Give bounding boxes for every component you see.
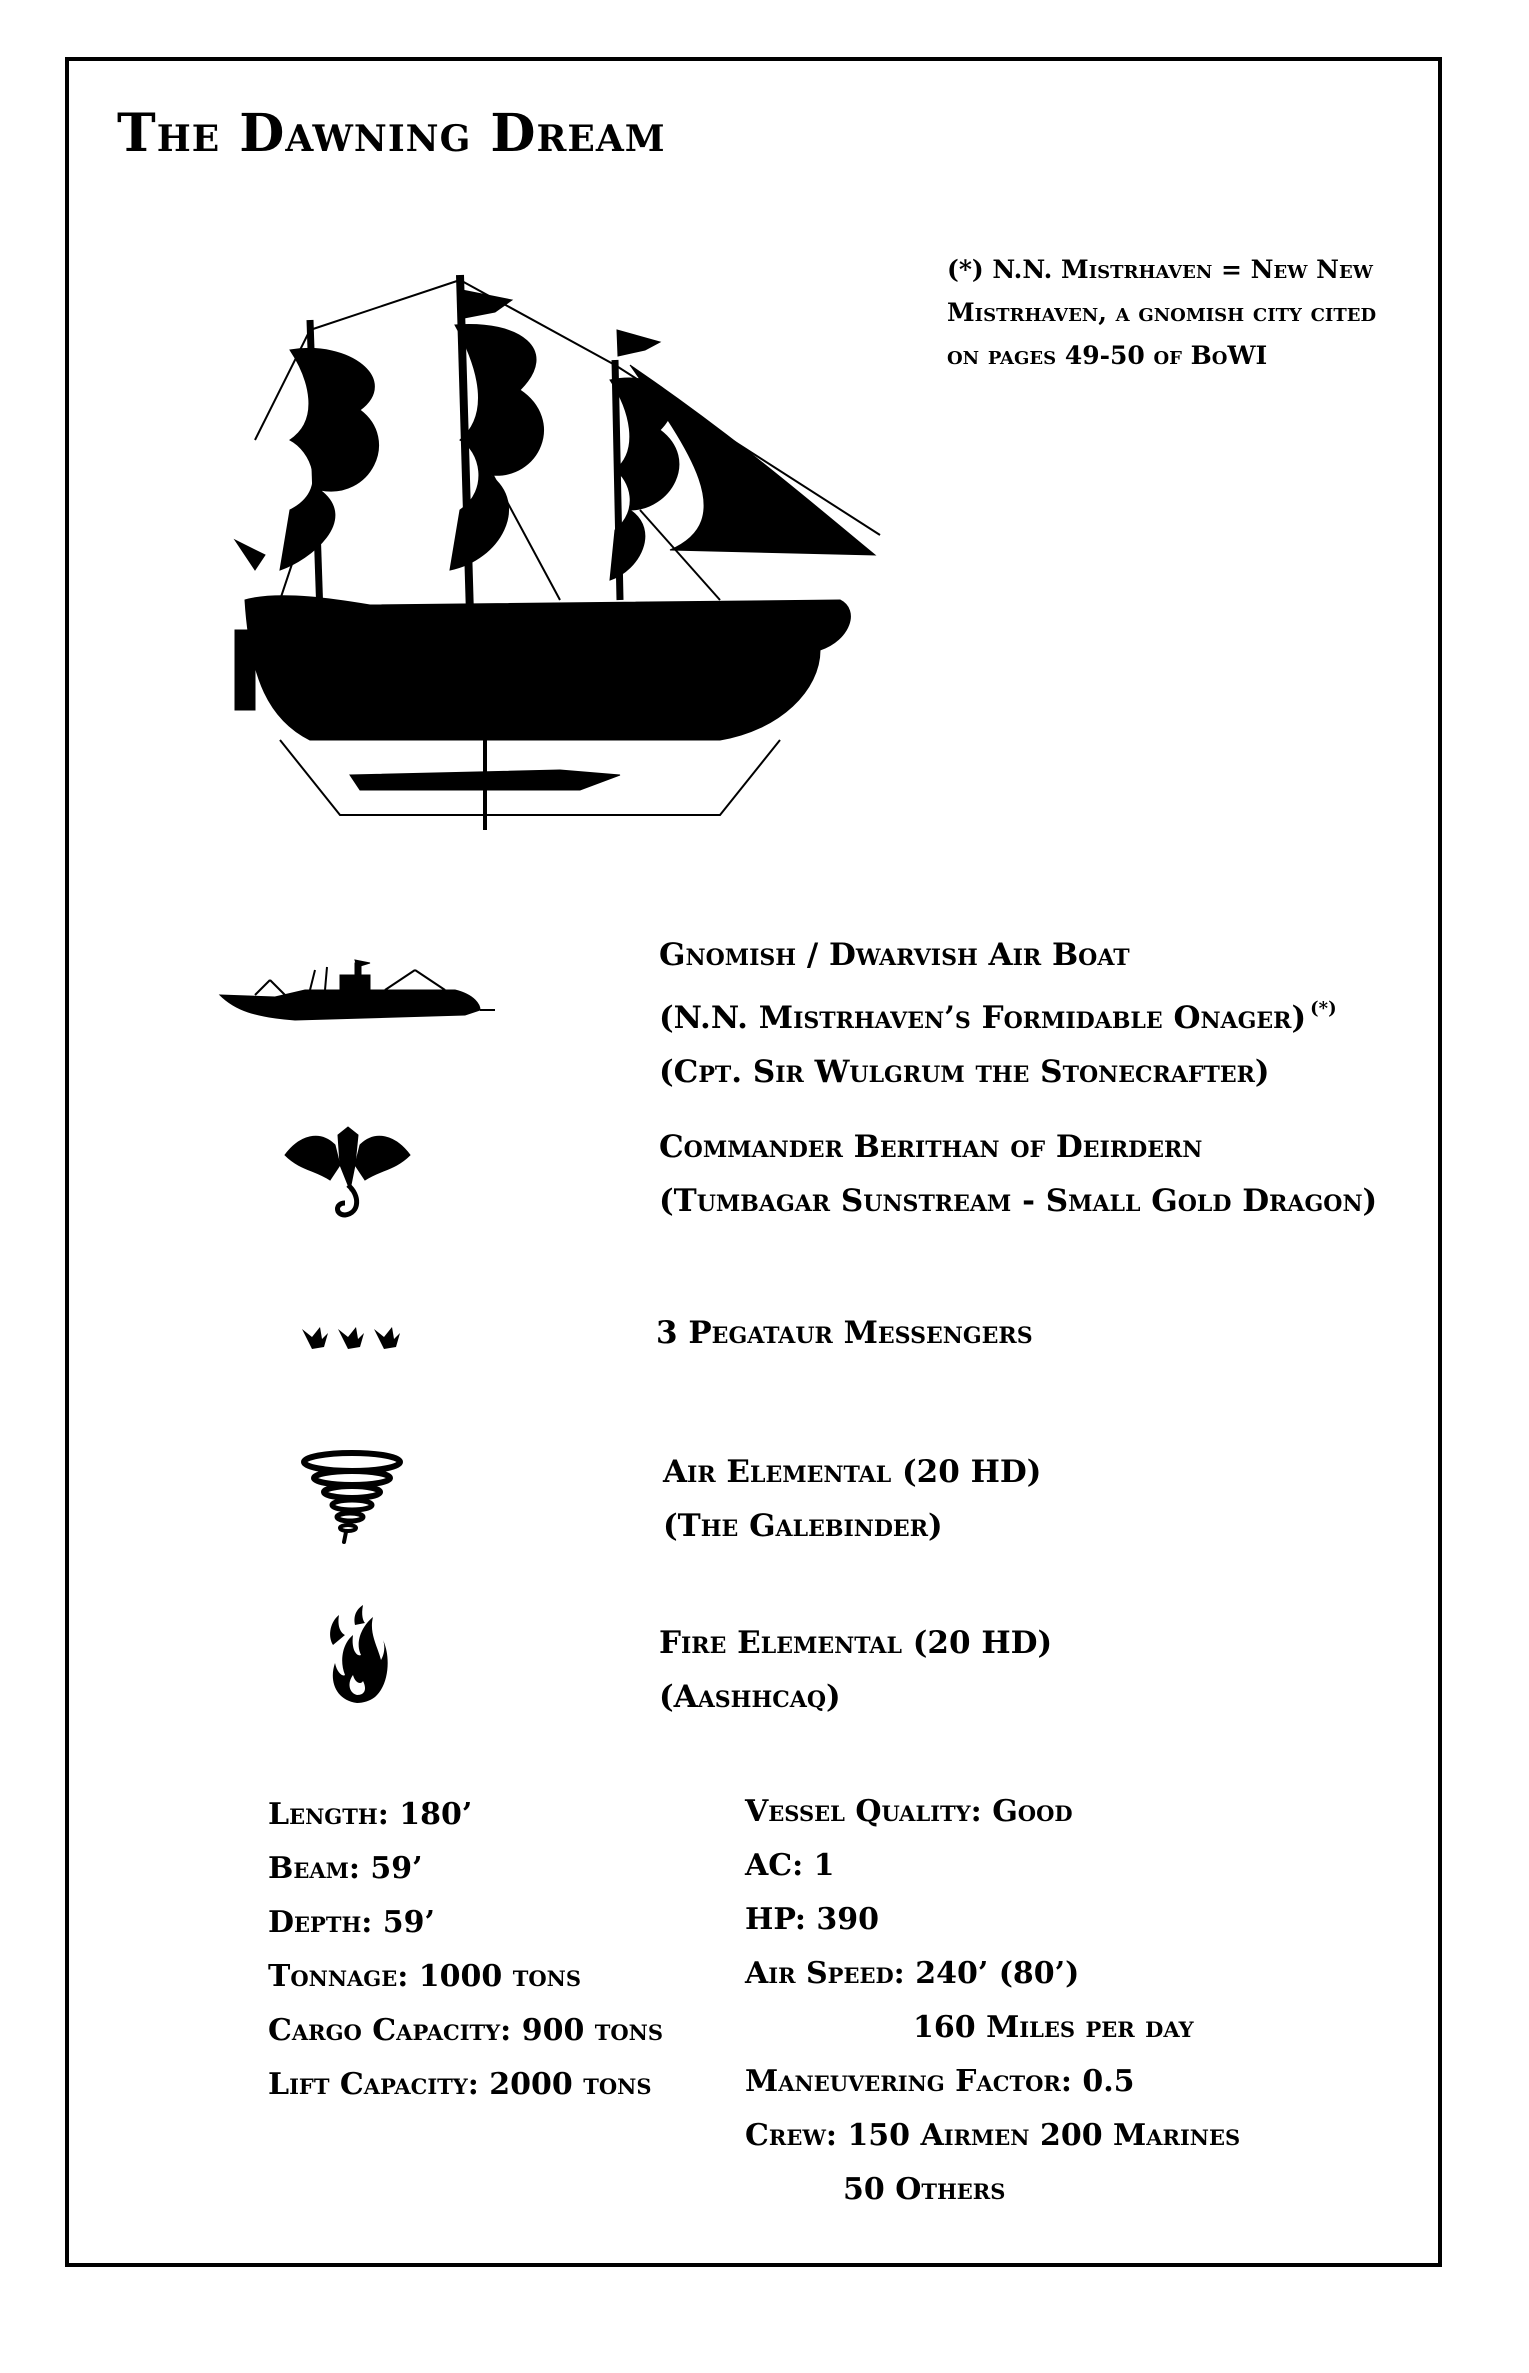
air-elemental-entry xyxy=(663,1452,1041,1546)
air-elemental-line-1: Air Elemental (20 HD) xyxy=(663,1454,1042,1490)
stat-depth: Depth: 59’ xyxy=(268,1905,435,1940)
dragon-line-1: Commander Berithan of Deirdern xyxy=(659,1129,1203,1165)
dragon-line-2: (Tumbagar Sunstream - Small Gold Dragon) xyxy=(659,1183,1378,1219)
stat-crew: Crew: 150 Airmen 200 Marines xyxy=(745,2118,1241,2153)
flame-icon xyxy=(325,1605,390,1705)
airboat-icon xyxy=(215,955,495,1035)
page-title: The Dawning Dream xyxy=(117,103,666,164)
stat-hp: HP: 390 xyxy=(745,1902,879,1937)
stat-vessel-quality: Vessel Quality: Good xyxy=(745,1794,1073,1829)
footnote-line-1: (*) N.N. Mistrhaven = New New xyxy=(947,255,1373,284)
stat-length: Length: 180’ xyxy=(268,1797,473,1832)
dragon-entry xyxy=(659,1127,1377,1221)
airboat-line-3: (Cpt. Sir Wulgrum the Stonecrafter) xyxy=(659,1054,1270,1090)
stat-cargo-capacity: Cargo Capacity: 900 tons xyxy=(268,2013,664,2048)
stat-beam: Beam: 59’ xyxy=(268,1851,423,1886)
fire-elemental-line-1: Fire Elemental (20 HD) xyxy=(659,1625,1053,1661)
stat-maneuvering-factor: Maneuvering Factor: 0.5 xyxy=(745,2064,1135,2099)
pegataur-icon xyxy=(300,1323,405,1355)
ship-icon xyxy=(220,270,900,830)
stat-tonnage: Tonnage: 1000 tons xyxy=(268,1959,581,1994)
fire-elemental-line-2: (Aashhcaq) xyxy=(659,1679,841,1715)
stat-ac: AC: 1 xyxy=(745,1848,835,1883)
airboat-line-2-text: (N.N. Mistrhaven’s Formidable Onager) xyxy=(659,1000,1307,1036)
airboat-line-2 xyxy=(659,989,1337,1038)
stat-miles-per-day: 160 Miles per day xyxy=(913,2010,1194,2045)
airboat-entry xyxy=(659,935,1337,1092)
pegataur-entry xyxy=(656,1313,1033,1353)
whirlwind-icon xyxy=(300,1450,405,1545)
footnote-line-3: on pages 49-50 of BoWI xyxy=(947,341,1268,370)
footnote-line-2: Mistrhaven, a gnomish city cited xyxy=(947,298,1377,327)
airboat-line-1: Gnomish / Dwarvish Air Boat xyxy=(659,937,1130,973)
fire-elemental-entry xyxy=(659,1623,1052,1717)
stat-crew-others: 50 Others xyxy=(843,2172,1006,2207)
footnote xyxy=(947,248,1417,377)
stat-air-speed: Air Speed: 240’ (80’) xyxy=(745,1956,1080,1991)
pegataur-line-1: 3 Pegataur Messengers xyxy=(656,1315,1033,1351)
stat-lift-capacity: Lift Capacity: 2000 tons xyxy=(268,2067,652,2102)
dragon-icon xyxy=(280,1125,415,1225)
air-elemental-line-2: (The Galebinder) xyxy=(663,1508,943,1544)
footnote-marker: (*) xyxy=(1310,998,1337,1019)
